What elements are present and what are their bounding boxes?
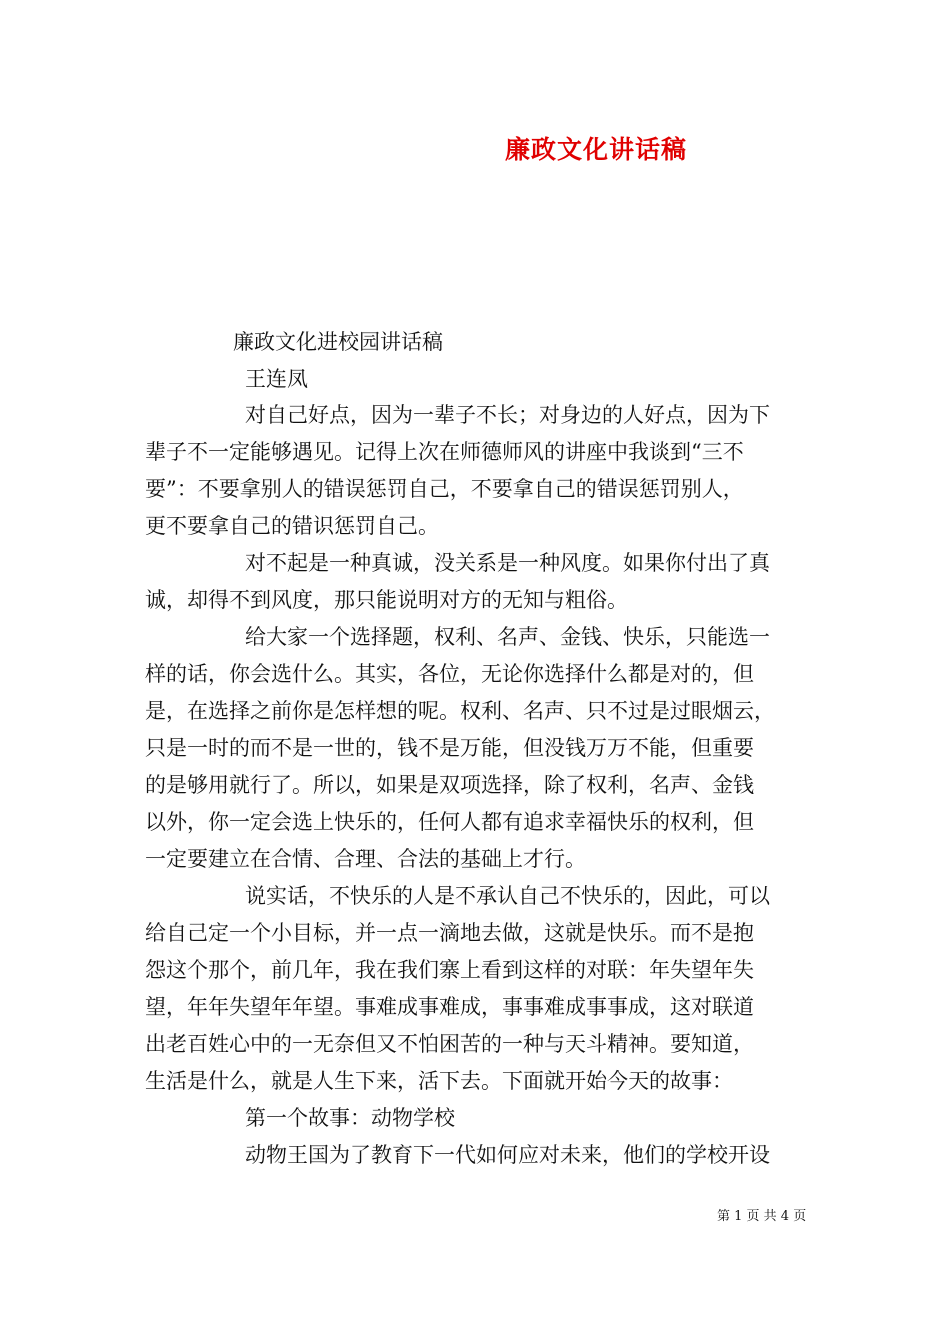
body-line: 说实话，不快乐的人是不承认自己不快乐的，因此，可以 bbox=[245, 884, 770, 908]
body-line: 一定要建立在合情、合理、合法的基础上才行。 bbox=[145, 847, 586, 871]
body-line: 更不要拿自己的错识惩罚自己。 bbox=[145, 514, 439, 538]
body-line: 对自己好点，因为一辈子不长；对身边的人好点，因为下 bbox=[245, 403, 770, 427]
body-line: 的是够用就行了。所以，如果是双项选择，除了权利，名声、金钱 bbox=[145, 773, 754, 797]
body-line: 动物王国为了教育下一代如何应对未来，他们的学校开设 bbox=[245, 1143, 770, 1167]
body-line: 生活是什么，就是人生下来，活下去。下面就开始今天的故事： bbox=[145, 1069, 733, 1093]
body-line: 望，年年失望年年望。事难成事难成，事事难成事事成，这对联道 bbox=[145, 995, 754, 1019]
document-title: 廉政文化讲话稿 bbox=[505, 135, 688, 164]
body-line: 要”：不要拿别人的错误惩罚自己，不要拿自己的错误惩罚别人， bbox=[145, 477, 744, 501]
body-line: 只是一时的而不是一世的，钱不是万能，但没钱万万不能，但重要 bbox=[145, 736, 754, 760]
story-heading: 第一个故事：动物学校 bbox=[245, 1106, 455, 1130]
body-line: 给大家一个选择题，权利、名声、金钱、快乐，只能选一 bbox=[245, 625, 770, 649]
body-line: 怨这个那个，前几年，我在我们寨上看到这样的对联：年失望年失 bbox=[145, 958, 754, 982]
body-line: 诚，却得不到风度，那只能说明对方的无知与粗俗。 bbox=[145, 588, 628, 612]
body-line: 对不起是一种真诚，没关系是一种风度。如果你付出了真 bbox=[245, 551, 770, 575]
body-line: 辈子不一定能够遇见。记得上次在师德师风的讲座中我谈到“三不 bbox=[145, 440, 744, 464]
body-line: 给自己定一个小目标，并一点一滴地去做，这就是快乐。而不是抱 bbox=[145, 921, 754, 945]
subtitle: 廉政文化进校园讲话稿 bbox=[233, 330, 443, 354]
page-number: 第 1 页 共 4 页 bbox=[717, 1209, 807, 1224]
body-line: 是，在选择之前你是怎样想的呢。权利、名声、只不过是过眼烟云， bbox=[145, 699, 775, 723]
body-line: 样的话，你会选什么。其实，各位，无论你选择什么都是对的，但 bbox=[145, 662, 754, 686]
body-line: 以外，你一定会选上快乐的，任何人都有追求幸福快乐的权利，但 bbox=[145, 810, 754, 834]
body-line: 出老百姓心中的一无奈但又不怕困苦的一种与天斗精神。要知道， bbox=[145, 1032, 754, 1056]
author-name: 王连凤 bbox=[245, 367, 308, 391]
